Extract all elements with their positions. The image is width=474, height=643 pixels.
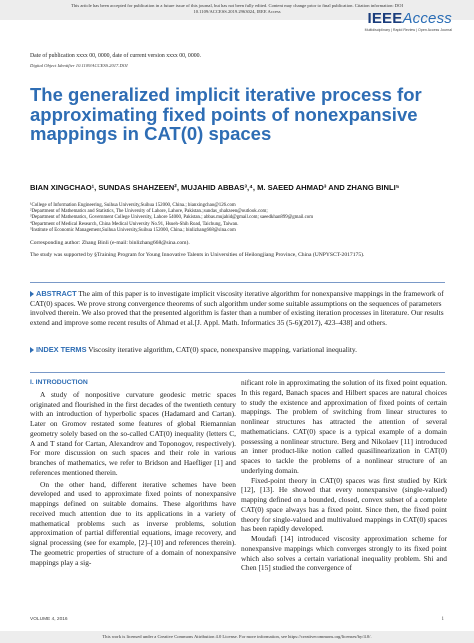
section-heading: I. INTRODUCTION xyxy=(30,379,88,386)
paragraph: On the other hand, different iterative schemes have been developed and used to approximate fixed points of nonexpansive mappings defined on suitable domains. These algorithms have received much attention due to its applications in a variety of mathematical problems such as inverse problems, solution approximation of partial differential equations, image recovery, and signal processing (see for example, [2]–[10] and references therein). The geometric properties of structure of a domain of nonexpansive mappings play a sig- xyxy=(30,479,236,567)
volume-label: VOLUME 4, 2016 xyxy=(30,617,68,622)
paragraph: Moudafi [14] introduced viscosity approximation scheme for nonexpansive mappings which converges strongly to its fixed point which also solves a certain variational inequality problem. Shi and Chen [15] studied the convergence of xyxy=(241,534,447,573)
license-notice: This work is licensed under a Creative Commons Attribution 4.0 License. For more information, see https://creativecommons.org/licenses/by/4.0/. xyxy=(0,631,474,643)
affiliation-4: ⁴Department of Medical Research, China Medical University No.91, Hsueh-Shih Road, Taichung, Taiwan. xyxy=(30,221,239,227)
affiliation-3: ³Department of Mathematics, Government College University, Lahore 54000, Pakistan.; abbas.mujahid@gmail.com; saeedkhan899@gmail.com xyxy=(30,215,314,221)
brand-name-bold: IEEE xyxy=(367,10,403,27)
index-terms-block xyxy=(30,345,448,355)
index-terms-label: INDEX TERMS xyxy=(36,345,87,354)
journal-tagline: Multidisciplinary | Rapid Review | Open Access Journal xyxy=(364,28,452,32)
paragraph: Fixed-point theory in CAT(0) spaces was first studied by Kirk [12], [13]. He showed that every nonexpansive (single-valued) mapping defined on a bounded, closed, convex subset of a complete CAT(0) space always has a fixed point. Since then, the fixed point theory for single-valued and multivalued mappings in CAT(0) spaces has been rapidly developed. xyxy=(241,475,447,534)
index-terms-marker-icon xyxy=(30,347,34,353)
body-column-right xyxy=(241,378,447,573)
corresponding-author: Corresponding author: Zhang Binli (e-mail: binlizhang668@sina.com). xyxy=(30,240,190,246)
paper-title: The generalized implicit iterative process for approximating fixed points of nonexpansive mappings in CAT(0) spaces xyxy=(30,84,422,144)
notice-line-2: 10.1109/ACCESS.2019.2963024, IEEE Access xyxy=(193,8,281,14)
page-number: 1 xyxy=(441,617,444,622)
author-list: BIAN XINGCHAO¹, SUNDAS SHAHZEEN², MUJAHID ABBAS³,⁴, M. SAEED AHMAD³ AND ZHANG BINLI⁵ xyxy=(30,183,400,192)
affiliation-2: ²Department of Mathematics and Statistics, The University of Lahore, Lahore, Pakistan.;sundas_shahzeen@outlook.com; xyxy=(30,209,268,215)
divider-top xyxy=(30,282,445,283)
divider-bottom xyxy=(30,372,445,373)
index-terms-text: Viscosity iterative algorithm, CAT(0) space, nonexpansive mapping, variational inequality. xyxy=(88,345,357,354)
brand-name-italic: Access xyxy=(402,10,452,27)
doi-line: Digital Object Identifier 10.1109/ACCESS.2017.DOI xyxy=(30,63,128,68)
funding-note: The study was supported by §Training Program for Young Innovative Talents in Universities of Heilongjiang Province, China (UNPYSCT-2017175). xyxy=(30,252,365,258)
journal-logo xyxy=(365,10,452,32)
paragraph: A study of nonpositive curvature geodesic metric spaces originated and flourished in the first decades of the twentieth century with an introduction of hyperbolic spaces (Hadamard and Cartan). Later on Gromov restated some features of global Riemannian geometry solely based on the so-called CAT(0) inequality (letters C, A and T stand for Cartan, Alexandrov and Toponogov, respectively). For more discussion on such spaces and their role in various branches of mathematics, we refer to Bridson and Haefliger [1] and references mentioned therein. xyxy=(30,389,236,477)
abstract-marker-icon xyxy=(30,291,34,297)
affiliation-1: ¹College of Information Engineering, Suihua University,Suihua 152000, China.; bianxingchao@126.com xyxy=(30,203,236,208)
abstract-label: ABSTRACT xyxy=(36,289,77,298)
publication-date: Date of publication xxxx 00, 0000, date of current version xxxx 00, 0000. xyxy=(30,53,201,59)
notice-line-1: This article has been accepted for publication in a future issue of this journal, but has not been fully edited. Content may change prior to final publication. Citation information: DOI xyxy=(71,3,403,8)
body-column-left xyxy=(30,378,236,567)
journal-wordmark xyxy=(365,10,452,27)
abstract-text: The aim of this paper is to investigate implicit viscosity iterative algorithm for nonexpansive mappings in the framework of CAT(0) spaces. We prove strong convergence theorems of such algorithm under some suitable assumptions on the sequences of parameters involved therein. We also proved that the presented algorithm is faster than a number of existing iteration processes in literature. Our results extend and improve some recent results of Ahmad et al.[J. Appl. Math. Informatics 35 (5-6)(2017), 423–438] and others. xyxy=(30,289,444,328)
affiliations xyxy=(30,203,450,234)
affiliation-5: ⁵Institute of Economic Management,Suihua University,Suihua 152000, China.; binlizhang668@sina.com xyxy=(30,227,236,233)
paragraph: nificant role in approximating the solution of its fixed point equation. In this regard, Banach spaces and Hilbert spaces are natural choices to study the existence and approximation of fixed points of certain mappings. The problem of switching from linear structures to nonlinear structures has attracted the attention of several mathematicians. CAT(0) space is a typical example of a domain possessing a nonlinear structure. Berg and Nikolaev [11] introduced an inner product-like notion called quasilinearization in CAT(0) spaces to tackle the problems of a nonlinear structure of an underlying domain. xyxy=(241,378,447,475)
abstract-block xyxy=(30,289,448,328)
